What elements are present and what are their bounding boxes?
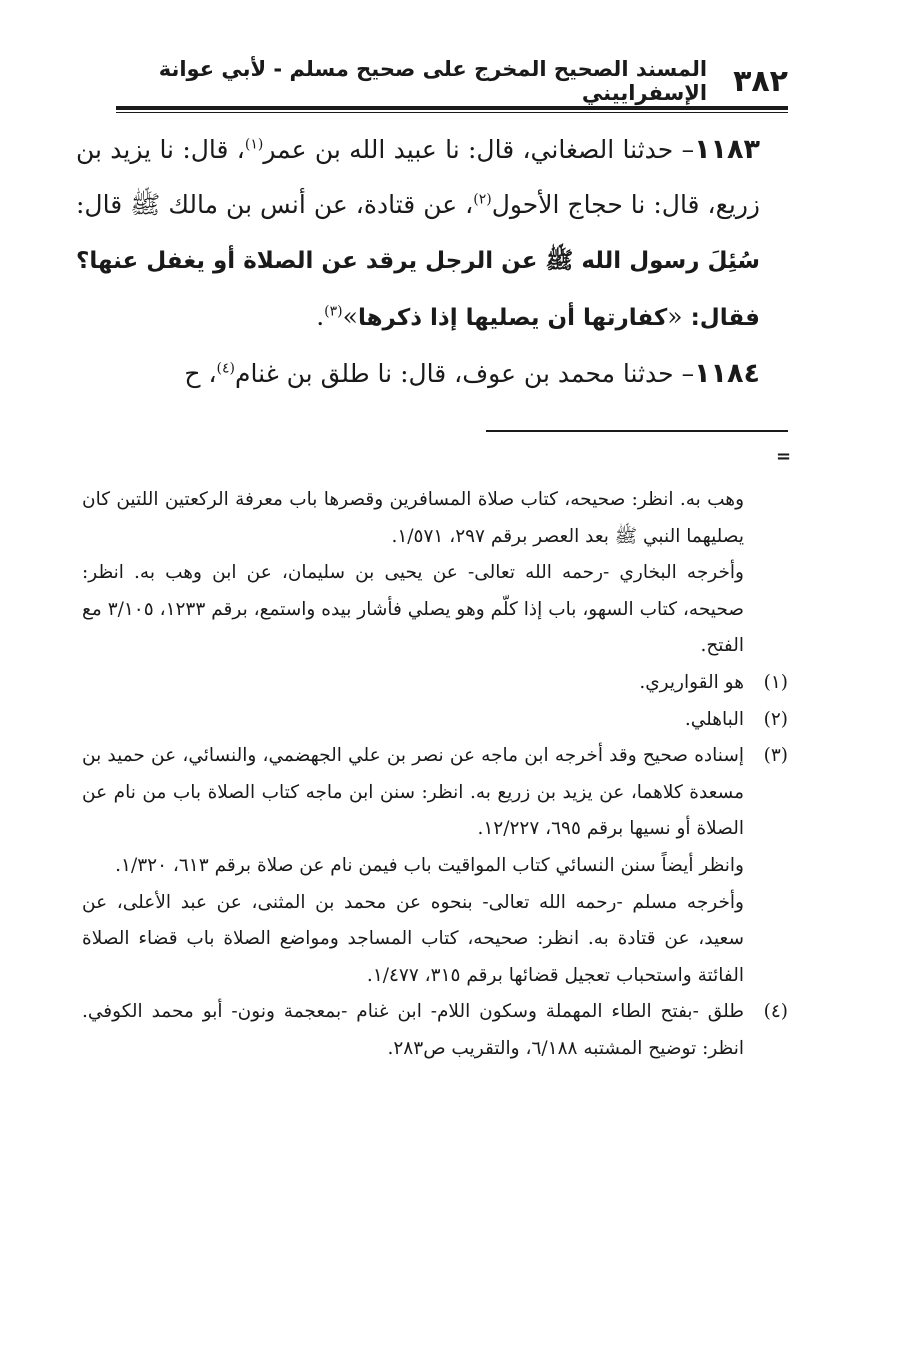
hadith-text: ، عن قتادة، عن أنس بن مالك ﷺ قال: xyxy=(76,190,474,219)
hadith-text: – حدثنا الصغاني، قال: نا عبيد الله بن عمر xyxy=(263,135,695,164)
footnote-continuation: وهب به. انظر: صحيحه، كتاب صلاة المسافرين وقصرها باب معرفة الركعتين اللتين كان يصليهما النبي ﷺ بعد العصر برقم ٢٩٧، ١/٥٧١. xyxy=(82,489,744,547)
footnote-continuation: وأخرجه البخاري -رحمه الله تعالى- عن يحيى بن سليمان، عن ابن وهب به. انظر: صحيحه، كتاب السهو، باب إذا كلّم وهو يصلي فأشار بيده واستمع، برقم ١٢٣٣، ٣/١٠٥ مع الفتح. xyxy=(82,562,744,657)
quote-open: « xyxy=(667,302,683,331)
hadith-1183 xyxy=(76,122,788,346)
hadith-end: . xyxy=(316,302,325,331)
footnote-marker: (٣) xyxy=(763,745,788,767)
footnote-text: إسناده صحيح وقد أخرجه ابن ماجه عن نصر بن علي الجهضمي، والنسائي، عن حميد بن مسعدة كلاهما، عن يزيد بن زريع به. انظر: سنن ابن ماجه كتاب الصلاة باب من نام عن الصلاة أو نسيها برقم ٦٩٥، ١٢/٢٢٧. xyxy=(82,745,744,840)
footnote-text: وأخرجه مسلم -رحمه الله تعالى- بنحوه عن محمد بن المثنى، عن عبد الأعلى، عن سعيد، عن قتادة به. انظر: صحيحه، كتاب المساجد ومواضع الصلاة باب قضاء الصلاة الفائتة واستحباب تعجيل قضائها برقم ٣١٥، ١/٤٧٧. xyxy=(82,891,744,986)
footnote-marker: (١) xyxy=(763,671,788,693)
footnote-separator xyxy=(486,430,788,432)
hadith-text: ، ح xyxy=(184,359,217,388)
hadith-text: – حدثنا محمد بن عوف، قال: نا طلق بن غنام xyxy=(234,359,695,388)
footnotes xyxy=(82,482,788,1068)
footnote-1 xyxy=(82,665,788,702)
footnote-4 xyxy=(82,994,788,1067)
continuation-mark: = xyxy=(776,446,792,467)
footnote-text: وانظر أيضاً سنن النسائي كتاب المواقيت باب فيمن نام عن صلاة برقم ٦١٣، ١/٣٢٠. xyxy=(115,854,744,876)
header-rule-thin xyxy=(116,112,788,113)
hadith-matn-quote: كفارتها أن يصليها إذا ذكرها xyxy=(357,305,668,331)
hadith-number: ١١٨٣ xyxy=(694,134,760,165)
footnote-3 xyxy=(82,738,788,994)
page-header xyxy=(118,57,788,105)
footnote-marker: (٤) xyxy=(763,1001,788,1023)
footnote-ref: (١) xyxy=(244,136,264,153)
footnote-text: الباهلي. xyxy=(684,708,744,730)
footnote-ref: (٣) xyxy=(324,303,343,320)
hadith-1184 xyxy=(76,346,788,401)
footnote-ref: (٢) xyxy=(473,191,492,208)
hadith-number: ١١٨٤ xyxy=(694,358,760,389)
main-text xyxy=(76,122,788,401)
footnote-text: طلق -بفتح الطاء المهملة وسكون اللام- ابن غنام -بمعجمة ونون- أبو محمد الكوفي. انظر: توضيح المشتبه ٦/١٨٨، والتقريب ص٢٨٣. xyxy=(82,1001,744,1059)
running-title: المسند الصحيح المخرج على صحيح مسلم - لأبي عوانة الإسفراييني xyxy=(158,57,708,105)
footnote-2 xyxy=(82,702,788,739)
quote-close: » xyxy=(342,302,358,331)
footnote-ref: (٤) xyxy=(216,360,235,377)
footnote-text: هو القواريري. xyxy=(639,671,744,693)
hadith-text: ، قال: نا يزيد بن زريع، قال: نا حجاج الأحول xyxy=(76,135,760,219)
hadith-matn: سُئِلَ رسول الله ﷺ عن الرجل يرقد عن الصلاة أو يغفل عنها؟ فقال: xyxy=(76,248,760,331)
page-number: ٣٨٢ xyxy=(733,63,788,99)
header-rule xyxy=(116,106,788,110)
footnote-marker: (٢) xyxy=(763,708,788,730)
